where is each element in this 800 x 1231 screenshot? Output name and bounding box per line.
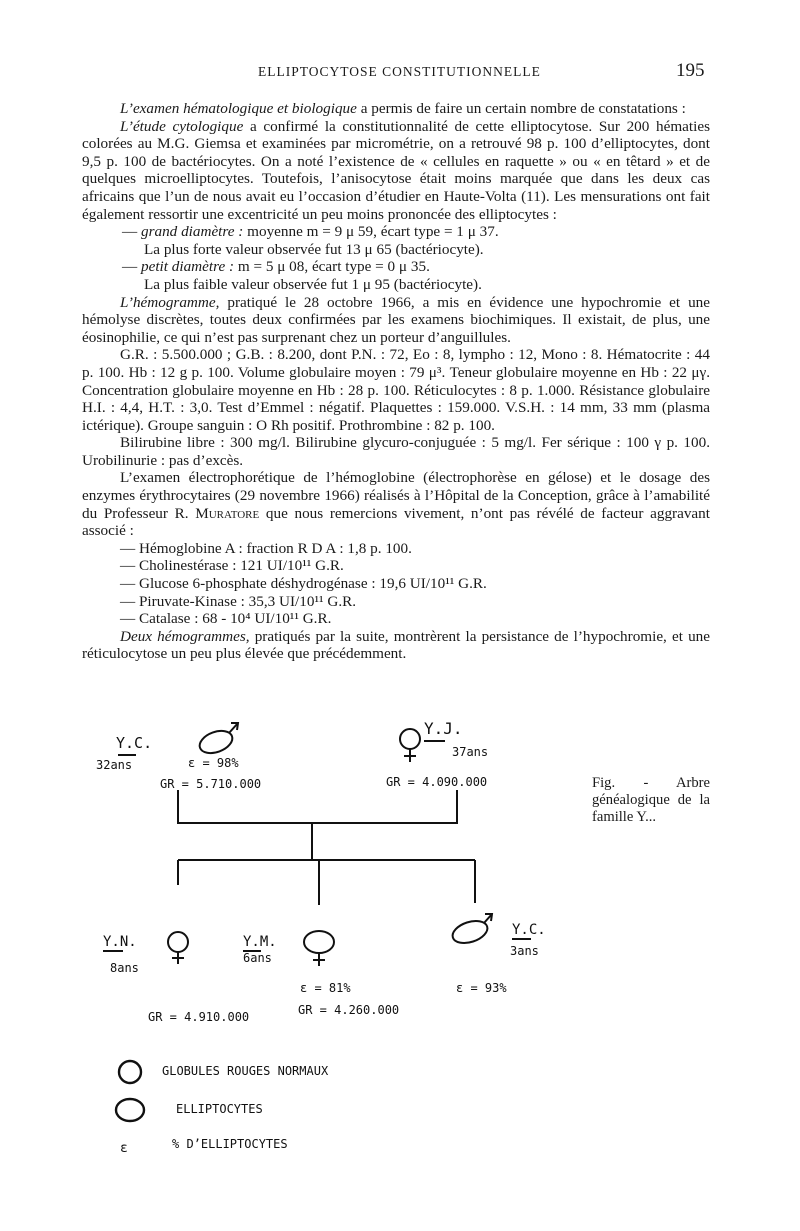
- p1-italic: L’examen hématologique et biologique: [120, 100, 357, 117]
- figure-caption: Fig. - Arbre généalogique de la famille Y...: [592, 775, 710, 825]
- child2-gr: GR = 4.260.000: [298, 1003, 400, 1017]
- female-normal-icon: [400, 729, 420, 762]
- list-item: — Glucose 6-phosphate déshydrogénase : 19,6 UI/10¹¹ G.R.: [120, 575, 487, 593]
- p6-b: que nous remercions vivement, n’ont pas révélé de facteur aggravant associé :: [82, 504, 710, 540]
- p2-italic: L’étude cytologique: [120, 117, 244, 135]
- child3-elliptocyte-rate: ε = 93%: [456, 981, 507, 995]
- child1-age: 8ans: [110, 961, 139, 975]
- male-elliptocyte-icon: [450, 914, 492, 947]
- d2-rest: m = 5 μ 08, écart type = 0 μ 35.: [234, 258, 430, 276]
- grand-diametre-line2: La plus forte valeur observée fut 13 μ 65 (bactériocyte).: [144, 240, 484, 258]
- p1-rest: a permis de faire un certain nombre de constatations :: [356, 100, 686, 117]
- p3-rest: pratiqué le 28 octobre 1966, a mis en évidence une hypochromie et une hémolyse discrètes, toutes deux confirmées par les examens biochimiques. Il existait, de plus, une éosinophilie, ce qui n’est pas surprenant chez un porteur d’anguillules.: [82, 293, 710, 346]
- child3-age: 3ans: [510, 944, 539, 958]
- normal-cell-legend-icon: [119, 1061, 141, 1083]
- grand-diametre: — grand diamètre : moyenne m = 9 μ 59, écart type = 1 μ 37.: [122, 223, 499, 241]
- petit-diametre-line2: La plus faible valeur observée fut 1 μ 95 (bactériocyte).: [144, 275, 482, 293]
- father-initials: Y.C.: [116, 734, 153, 752]
- legend-epsilon-symbol: ε: [120, 1141, 128, 1156]
- child1-initials: Y.N.: [103, 934, 137, 950]
- mother-age: 37ans: [452, 745, 489, 759]
- list-item: — Piruvate-Kinase : 35,3 UI/10¹¹ G.R.: [120, 592, 357, 610]
- child2-initials: Y.M.: [243, 934, 277, 950]
- p2-rest: a confirmé la constitutionnalité de cette elliptocytose. Sur 200 hématies colorées au M.G. Giemsa et examinées par micrométrie, on a retrouvé 98 p. 100 d’elliptocytes, dont 9,5 p. 100 de bactériocytes. On a noté l’existence de « cellules en raquette » ou « en têtard » et de quelques microelliptocytes. Toutefois, l’anisocytose était moins marquée que dans les deux cas africains que l’un de nous avait eu l’occasion d’étudier en Haute-Volta (11). Les mensurations ont fait également ressortir une excentricité un peu moins prononcée des elliptocytes :: [82, 117, 710, 223]
- p6-name: Muratore: [195, 504, 260, 522]
- male-elliptocyte-icon: [197, 723, 238, 757]
- child1-gr: GR = 4.910.000: [148, 1010, 250, 1024]
- child2-elliptocyte-rate: ε = 81%: [300, 981, 351, 995]
- mother-gr: GR = 4.090.000: [386, 775, 488, 789]
- elliptocyte-legend-icon: [116, 1099, 144, 1121]
- p7-italic: Deux hémogrammes,: [120, 627, 250, 645]
- female-normal-icon: [168, 932, 188, 964]
- legend-epsilon-label: % D’ELLIPTOCYTES: [172, 1137, 288, 1151]
- list-item: — Catalase : 68 - 10⁴ UI/10¹¹ G.R.: [120, 610, 332, 628]
- paragraph-4: G.R. : 5.500.000 ; G.B. : 8.200, dont P.N. : 72, Eo : 8, lympho : 12, Mono : 8. Hématocrite : 44 p. 100. Hb : 12 g p. 100. Volume globulaire moyen : 79 μ³. Teneur globulaire moyenne en Hb : 22 μγ. Concentration globulaire moyenne en Hb : 28 p. 100. Réticulocytes : 8 p. 1.000. Résistance globulaire H.I. : 4,4, H.T. : 3,0. Test d’Emmel : négatif. Plaquettes : 159.000. V.S.H. : 14 mm, 33 mm (plasma ictérique). Groupe sanguin : O Rh positif. Prothrombine : 82 p. 100.: [82, 346, 710, 434]
- p6-a: L’examen électrophorétique de l’hémoglobine (électrophorèse en gélose) et le dosage des enzymes érythrocytaires (29 novembre 1966) réalisés à l’Hôpital de la Conception, grâce à l’amabilité du Professeur R.: [82, 469, 710, 522]
- d1-italic: grand diamètre :: [140, 223, 244, 241]
- child2-age: 6ans: [243, 951, 272, 965]
- d2-italic: petit diamètre :: [140, 258, 235, 276]
- running-title: ELLIPTOCYTOSE CONSTITUTIONNELLE: [258, 64, 541, 79]
- father-age: 32ans: [96, 758, 133, 772]
- father-elliptocyte-rate: ε = 98%: [188, 756, 239, 770]
- p7-rest: pratiqués par la suite, montrèrent la persistance de l’hypochromie, et une réticulocytose un peu plus élevée que précédemment.: [82, 627, 711, 663]
- list-item: — Hémoglobine A : fraction R D A : 1,8 p. 100.: [120, 539, 412, 557]
- petit-diametre: — petit diamètre : m = 5 μ 08, écart type = 0 μ 35.: [122, 258, 430, 276]
- mother-initials: Y.J.: [424, 719, 463, 738]
- father-gr: GR = 5.710.000: [160, 777, 262, 791]
- p3-italic: L’hémogramme,: [120, 293, 220, 311]
- child3-initials: Y.C.: [512, 922, 546, 938]
- d1-rest: moyenne m = 9 μ 59, écart type = 1 μ 37.: [243, 223, 499, 241]
- paragraph-5: Bilirubine libre : 300 mg/l. Bilirubine glycuro-conjuguée : 5 mg/l. Fer sérique : 100 γ p. 100. Urobilinurie : pas d’excès.: [82, 434, 710, 469]
- list-item: — Cholinestérase : 121 UI/10¹¹ G.R.: [120, 557, 344, 575]
- legend-elliptocyte-label: ELLIPTOCYTES: [176, 1102, 263, 1116]
- legend-normal-label: GLOBULES ROUGES NORMAUX: [162, 1064, 329, 1078]
- female-elliptocyte-icon: [304, 931, 334, 966]
- page-number: 195: [676, 60, 705, 81]
- parents-connector: [178, 790, 457, 823]
